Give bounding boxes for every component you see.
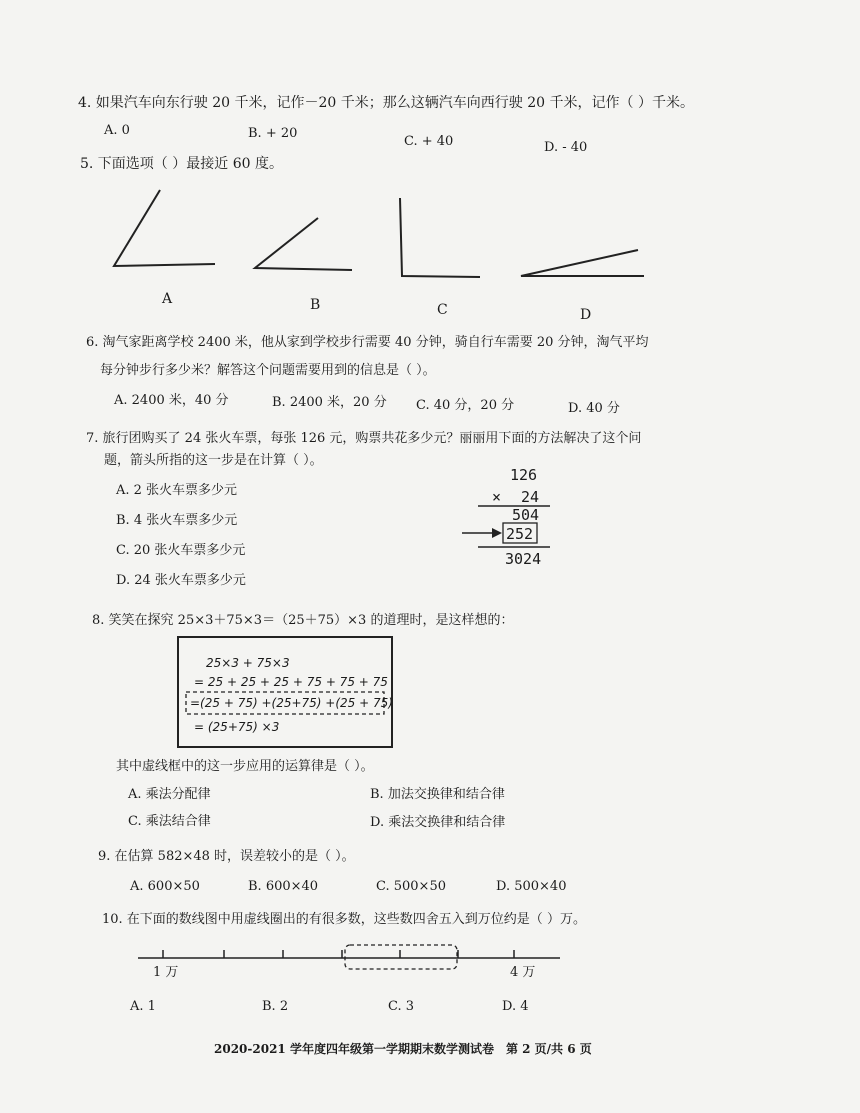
- q4-option-c: C. + 40: [404, 134, 454, 149]
- q6-stem-line2: 每分钟步行多少米？解答这个问题需要用到的信息是（ ）。: [100, 363, 436, 378]
- numberline-label-1wan: 1 万: [153, 965, 179, 980]
- q6-option-d: D. 40 分: [568, 401, 620, 416]
- q10-stem: 10. 在下面的数线图中用虚线圈出的有很多数，这些数四舍五入到万位约是（ ）万。: [102, 912, 586, 927]
- angle-label-c: C: [437, 302, 448, 318]
- q8-box-line2: = 25 + 25 + 25 + 75 + 75 + 75: [194, 675, 388, 689]
- q6-option-b: B. 2400 米，20 分: [272, 395, 387, 410]
- q8-box-line1: 25×3 + 75×3: [206, 656, 290, 670]
- q8-follow-up: 其中虚线框中的这一步应用的运算律是（ ）。: [116, 759, 374, 774]
- q10-dashed-range: [345, 945, 457, 969]
- calc-multiplier: 24: [521, 488, 540, 506]
- calc-multiplicand: 126: [510, 466, 538, 484]
- angle-label-d: D: [580, 307, 592, 323]
- q7-option-d: D. 24 张火车票多少元: [116, 573, 246, 588]
- q8-option-c: C. 乘法结合律: [128, 814, 211, 829]
- q8-stem: 8. 笑笑在探究 25×3＋75×3＝（25＋75）×3 的道理时，是这样想的：: [92, 613, 514, 628]
- calc-partial-1: 504: [512, 506, 540, 524]
- q4-option-b: B. + 20: [248, 126, 298, 141]
- q7-option-b: B. 4 张火车票多少元: [116, 513, 238, 528]
- q8-option-d: D. 乘法交换律和结合律: [370, 815, 506, 830]
- q10-option-b: B. 2: [262, 999, 289, 1014]
- angle-label-a: A: [162, 291, 173, 307]
- q4-stem: 4. 如果汽车向东行驶 20 千米，记作－20 千米；那么这辆汽车向西行驶 20 千米，记作（ ）千米。: [78, 95, 694, 111]
- q7-stem-line2: 题，箭头所指的这一步是在计算（ ）。: [104, 453, 323, 468]
- q9-option-d: D. 500×40: [496, 879, 567, 894]
- q9-option-c: C. 500×50: [376, 879, 446, 894]
- numberline-label-4wan: 4 万: [510, 965, 536, 980]
- calc-times-sign: ×: [492, 488, 502, 506]
- q9-stem: 9. 在估算 582×48 时，误差较小的是（ ）。: [98, 849, 355, 864]
- q6-option-a: A. 2400 米，40 分: [114, 393, 229, 408]
- calc-result: 3024: [505, 550, 542, 568]
- calc-partial-2: 252: [506, 525, 534, 543]
- q10-option-a: A. 1: [130, 999, 156, 1014]
- q6-option-c: C. 40 分，20 分: [416, 398, 515, 413]
- q8-option-b: B. 加法交换律和结合律: [370, 787, 505, 802]
- q4-option-d: D. - 40: [544, 140, 588, 155]
- q10-option-d: D. 4: [502, 999, 529, 1014]
- q8-box-line4: = (25+75) ×3: [194, 720, 280, 734]
- q8-box-line3: =(25 + 75) +(25+75) +(25 + 75): [190, 696, 393, 710]
- q7-stem-line1: 7. 旅行团购买了 24 张火车票，每张 126 元，购票共花多少元？丽丽用下面的方法解决了这个问: [86, 431, 642, 446]
- q7-option-a: A. 2 张火车票多少元: [116, 483, 238, 498]
- angle-label-b: B: [310, 297, 321, 313]
- q10-option-c: C. 3: [388, 999, 415, 1014]
- q9-option-b: B. 600×40: [248, 879, 319, 894]
- q4-option-a: A. 0: [104, 123, 130, 138]
- page-footer: 2020-2021 学年度四年级第一学期期末数学测试卷 第 2 页/共 6 页: [214, 1042, 592, 1056]
- q9-option-a: A. 600×50: [130, 879, 200, 894]
- q7-option-c: C. 20 张火车票多少元: [116, 543, 246, 558]
- q6-stem-line1: 6. 淘气家距离学校 2400 米，他从家到学校步行需要 40 分钟，骑自行车需要 20 分钟，淘气平均: [86, 335, 649, 350]
- q8-option-a: A. 乘法分配律: [128, 787, 211, 802]
- q5-stem: 5. 下面选项（ ）最接近 60 度。: [80, 156, 283, 172]
